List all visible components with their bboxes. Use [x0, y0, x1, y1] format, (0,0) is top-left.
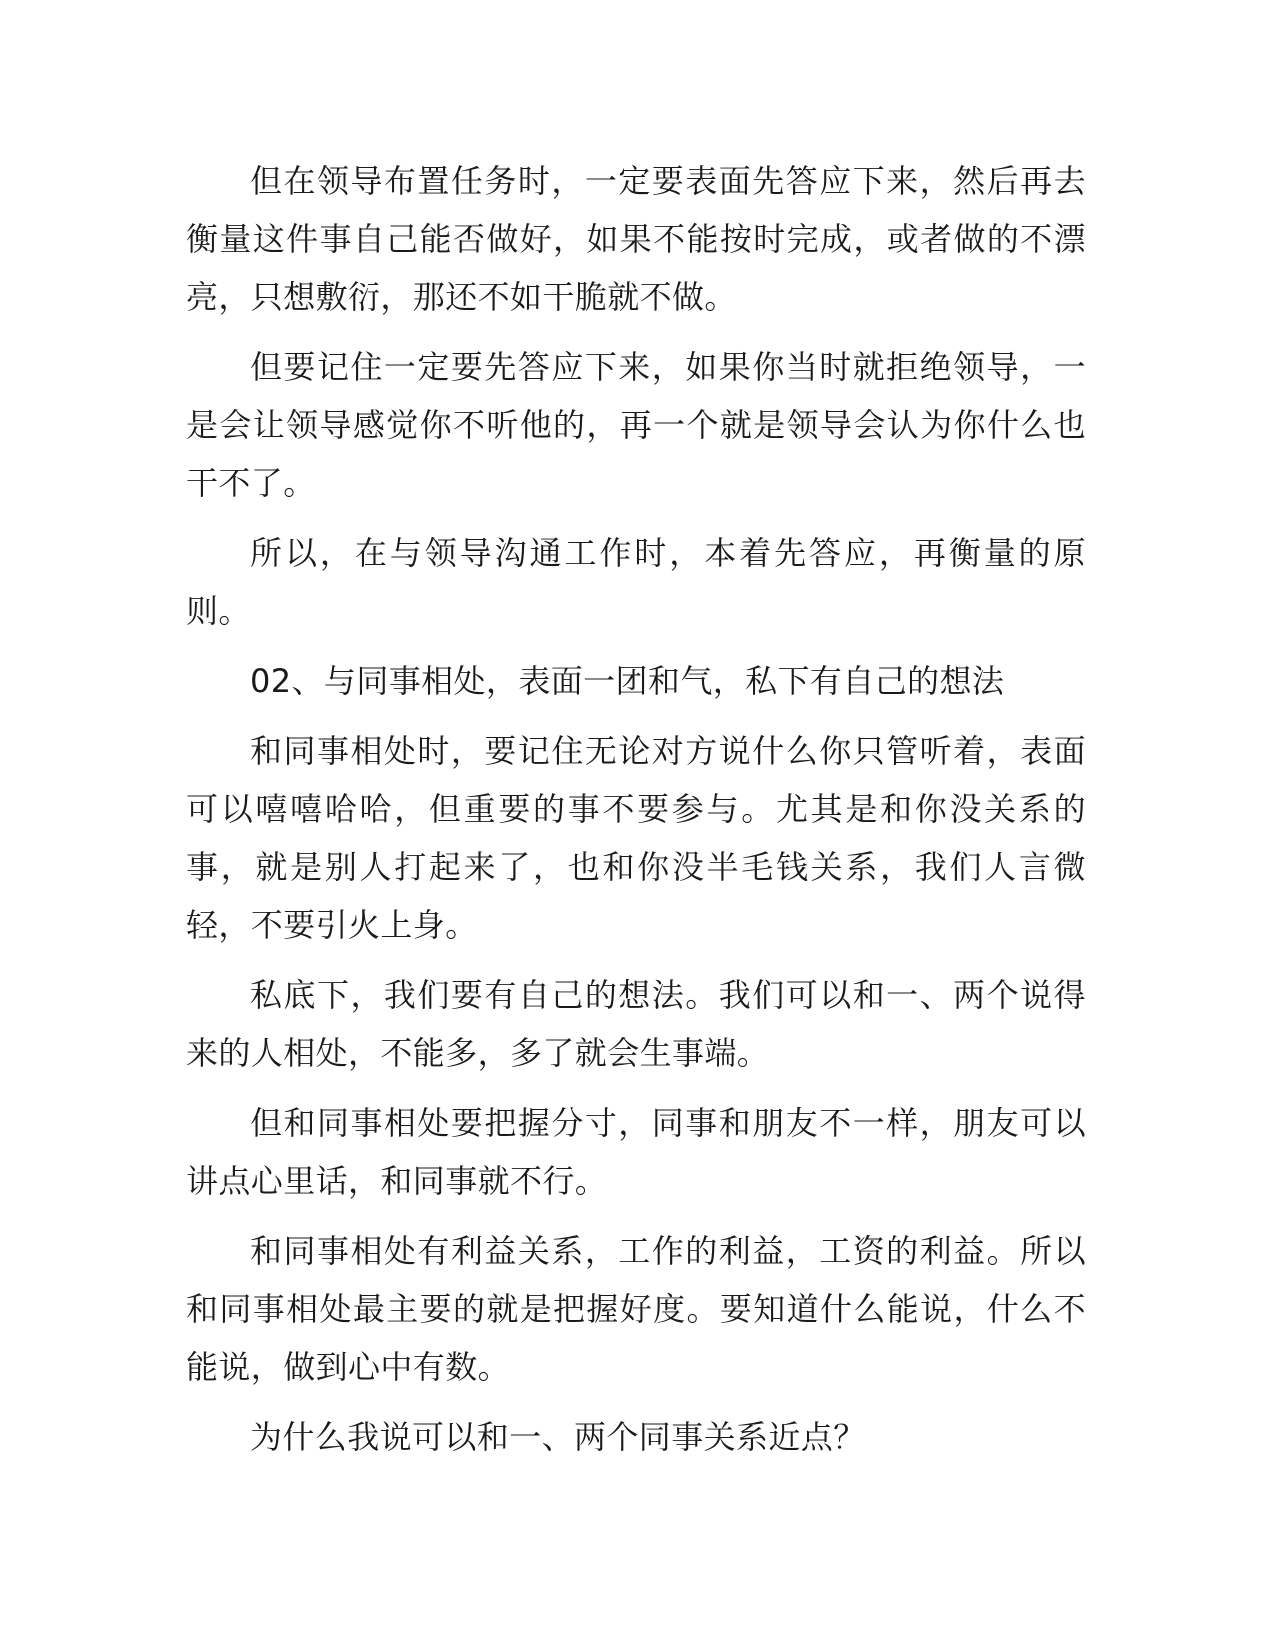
- paragraph-5: 私底下，我们要有自己的想法。我们可以和一、两个说得来的人相处，不能多，多了就会生事端。: [186, 976, 1086, 1072]
- paragraph-8: 为什么我说可以和一、两个同事关系近点？: [250, 1418, 866, 1456]
- document-body: [186, 152, 1086, 1478]
- paragraph-2: 但要记住一定要先答应下来，如果你当时就拒绝领导，一是会让领导感觉你不听他的，再一个就是领导会认为你什么也干不了。: [186, 348, 1086, 502]
- paragraph-1: 但在领导布置任务时，一定要表面先答应下来，然后再去衡量这件事自己能否做好，如果不能按时完成，或者做的不漂亮，只想敷衍，那还不如干脆就不做。: [186, 162, 1086, 316]
- paragraph-7: 和同事相处有利益关系，工作的利益，工资的利益。所以和同事相处最主要的就是把握好度。要知道什么能说，什么不能说，做到心中有数。: [186, 1232, 1086, 1386]
- paragraph-6: 但和同事相处要把握分寸，同事和朋友不一样，朋友可以讲点心里话，和同事就不行。: [186, 1104, 1086, 1200]
- paragraph-4: 和同事相处时，要记住无论对方说什么你只管听着，表面可以嘻嘻哈哈，但重要的事不要参与。尤其是和你没关系的事，就是别人打起来了，也和你没半毛钱关系，我们人言微轻，不要引火上身。: [186, 732, 1086, 944]
- paragraph-3: 所以，在与领导沟通工作时，本着先答应，再衡量的原则。: [186, 534, 1086, 630]
- section-heading: 02、与同事相处，表面一团和气，私下有自己的想法: [250, 662, 1005, 700]
